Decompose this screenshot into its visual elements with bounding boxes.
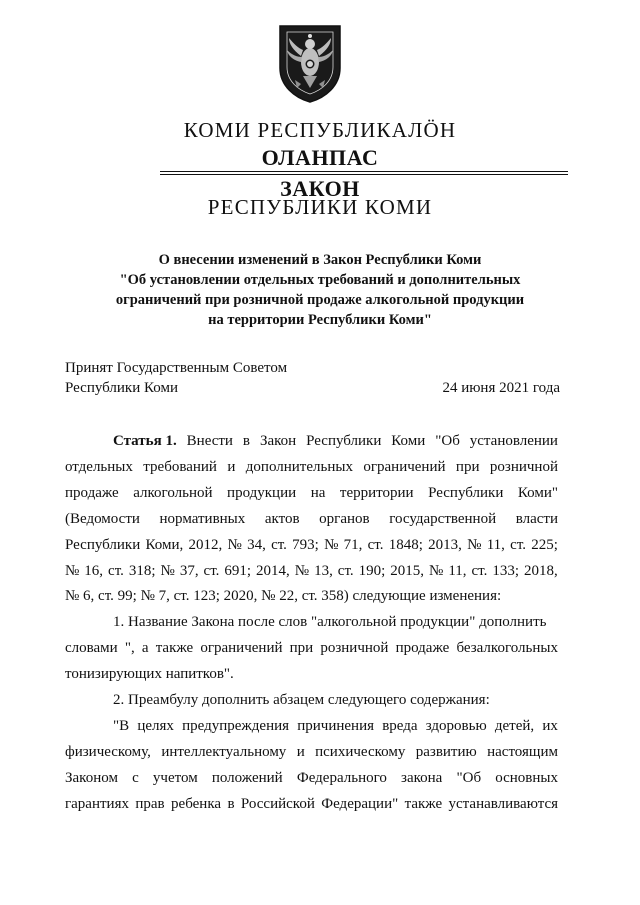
body-word: ограничений: [200, 640, 283, 657]
law-title-line: О внесении изменений в Закон Республики Коми: [158, 252, 482, 268]
body-text-line: [65, 740, 558, 766]
body-word: ст.: [108, 562, 124, 579]
body-word: власти: [515, 510, 558, 527]
body-word: при: [289, 640, 314, 657]
adoption-date: 24 июня 2021 года: [442, 380, 560, 396]
law-body: [65, 429, 558, 818]
body-text-line: [65, 714, 558, 740]
body-word: на: [310, 484, 326, 501]
body-word: 11,: [448, 562, 467, 579]
body-text-line: [65, 766, 558, 792]
body-line-text: № 6, ст. 99; № 7, ст. 123; 2020, № 22, ст. 358) следующие изменения:: [65, 588, 502, 605]
body-word: безалкогольных: [456, 640, 558, 657]
body-word: прав: [135, 795, 165, 812]
body-word: ст.: [203, 562, 220, 579]
body-word: в: [227, 795, 235, 812]
body-word: 225;: [531, 536, 558, 553]
adopted-by-line: Принят Государственным Советом: [65, 360, 288, 376]
body-word: 2013,: [428, 536, 462, 553]
body-word: 13,: [314, 562, 333, 579]
body-text-line: [65, 610, 558, 636]
body-word: территории: [339, 484, 414, 501]
body-word: гарантиях: [65, 795, 129, 812]
header-olanpas: ОЛАНПАС: [261, 145, 379, 170]
body-word: 133;: [492, 562, 519, 579]
body-word: "Об: [435, 433, 460, 449]
article-label: Статья 1.: [113, 433, 177, 449]
header-komi-title: КОМИ РЕСПУБЛИКАЛÖН: [183, 118, 457, 142]
body-word: Федерального: [296, 769, 387, 786]
body-word: "Об: [456, 769, 482, 786]
body-word: продукции: [227, 484, 297, 501]
body-word: продаже: [395, 640, 450, 657]
body-word: Федерации": [321, 795, 399, 812]
body-word: №: [65, 562, 80, 579]
body-word: ограничений: [363, 458, 446, 475]
body-word: 37,: [179, 562, 199, 579]
body-text-line: [65, 559, 558, 585]
header-zakon: ЗАКОН: [280, 176, 360, 201]
body-word: ст.: [471, 562, 488, 579]
body-word: детей,: [494, 717, 535, 734]
header-republic: РЕСПУБЛИКИ КОМИ: [207, 195, 433, 219]
body-word: здоровью: [425, 717, 487, 734]
body-word: органов: [319, 510, 370, 527]
body-word: 2014,: [256, 562, 290, 579]
body-word: №: [294, 562, 310, 579]
body-word: требований: [143, 458, 217, 475]
body-text-line: [65, 507, 558, 533]
header-divider: [160, 171, 568, 172]
body-word: 71,: [343, 536, 363, 553]
body-word: ст.: [337, 562, 354, 579]
body-word: розничной: [320, 640, 389, 657]
body-text-line: [65, 792, 558, 818]
body-word: их: [542, 717, 558, 734]
body-text-line: [65, 662, 558, 688]
body-word: Республики: [65, 536, 141, 553]
body-word: 2018,: [523, 562, 558, 579]
body-word: в: [242, 433, 250, 449]
body-word: Законом: [65, 769, 118, 786]
body-word: основных: [495, 769, 558, 786]
body-word: Коми,: [145, 536, 184, 553]
law-title: [60, 250, 580, 330]
law-title-line: на территории Республики Коми": [208, 312, 432, 328]
body-word: учетом: [152, 769, 198, 786]
body-word: 318;: [128, 562, 156, 579]
body-word: также: [404, 795, 443, 812]
body-word: с: [132, 769, 139, 786]
body-text-line: [65, 688, 558, 714]
body-word: 2015,: [390, 562, 425, 579]
body-word: закона: [401, 769, 443, 786]
body-word: 2012,: [188, 536, 223, 553]
body-text-line: [65, 533, 558, 559]
body-word: вреда: [382, 717, 418, 734]
body-text-line: [65, 429, 558, 455]
body-line-text: тонизирующих напитков".: [65, 666, 234, 683]
komi-coat-of-arms-icon: [277, 22, 343, 104]
body-word: Внести: [186, 433, 233, 449]
body-text-line: [65, 636, 558, 662]
law-title-line: "Об установлении отдельных требований и дополнительных: [119, 272, 521, 288]
body-word: (Ведомости: [65, 510, 140, 527]
body-word: 190;: [358, 562, 386, 579]
body-word: 1848;: [388, 536, 423, 553]
body-word: №: [160, 562, 175, 579]
body-word: актов: [264, 510, 300, 527]
body-word: психическому: [315, 743, 406, 760]
body-text-line: [65, 481, 558, 507]
body-word: ст.: [367, 536, 384, 553]
body-word: целях: [137, 717, 174, 734]
body-word: устанавливаются: [448, 795, 558, 812]
body-word: дополнительных: [245, 458, 353, 475]
body-word: Российской: [240, 795, 315, 812]
body-word: Республики: [428, 484, 504, 501]
adoption-info: [65, 358, 560, 398]
body-word: 16,: [84, 562, 104, 579]
body-word: ребенка: [171, 795, 222, 812]
body-word: розничной: [489, 458, 558, 475]
body-word: Закон: [259, 433, 297, 449]
body-word: также: [155, 640, 194, 657]
body-word: продаже: [65, 484, 119, 501]
body-word: словами: [65, 640, 118, 657]
body-word: нормативных: [159, 510, 246, 527]
body-word: №: [324, 536, 339, 553]
body-word: развитию: [415, 743, 477, 760]
body-line-text: 2. Преамбулу дополнить абзацем следующего содержания:: [113, 692, 490, 709]
body-word: 11,: [486, 536, 505, 553]
body-word: государственной: [389, 510, 497, 527]
body-line-text: 1. Название Закона после слов "алкогольной продукции" дополнить: [113, 614, 547, 631]
body-word: настоящим: [487, 743, 558, 760]
body-word: 34,: [247, 536, 266, 553]
header-divider-thin: [160, 174, 568, 175]
body-text-line: [65, 584, 558, 610]
body-word: №: [467, 536, 482, 553]
body-word: ст.: [271, 536, 287, 553]
body-word: алкогольной: [133, 484, 213, 501]
body-word: установлении: [469, 433, 558, 449]
body-word: интеллектуальному: [161, 743, 287, 760]
body-word: физическому,: [65, 743, 151, 760]
body-word: причинения: [297, 717, 375, 734]
law-title-line: ограничений при розничной продаже алкогольной продукции: [115, 292, 525, 308]
adopted-by-line-2: Республики Коми: [65, 380, 178, 396]
body-word: а: [141, 640, 149, 657]
body-word: ",: [124, 640, 135, 657]
body-word: 691;: [224, 562, 252, 579]
body-word: предупреждения: [182, 717, 290, 734]
body-word: Республики: [306, 433, 382, 449]
body-word: №: [429, 562, 444, 579]
body-word: при: [455, 458, 480, 475]
body-word: №: [227, 536, 242, 553]
body-word: положений: [211, 769, 283, 786]
body-word: отдельных: [65, 458, 133, 475]
body-word: Коми": [517, 484, 558, 501]
body-word: Коми: [391, 433, 426, 449]
body-word: "В: [113, 717, 130, 734]
body-word: и: [227, 458, 236, 475]
body-word: ст.: [510, 536, 527, 553]
body-word: 793;: [292, 536, 319, 553]
body-text-line: [65, 455, 558, 481]
body-word: и: [296, 743, 305, 760]
